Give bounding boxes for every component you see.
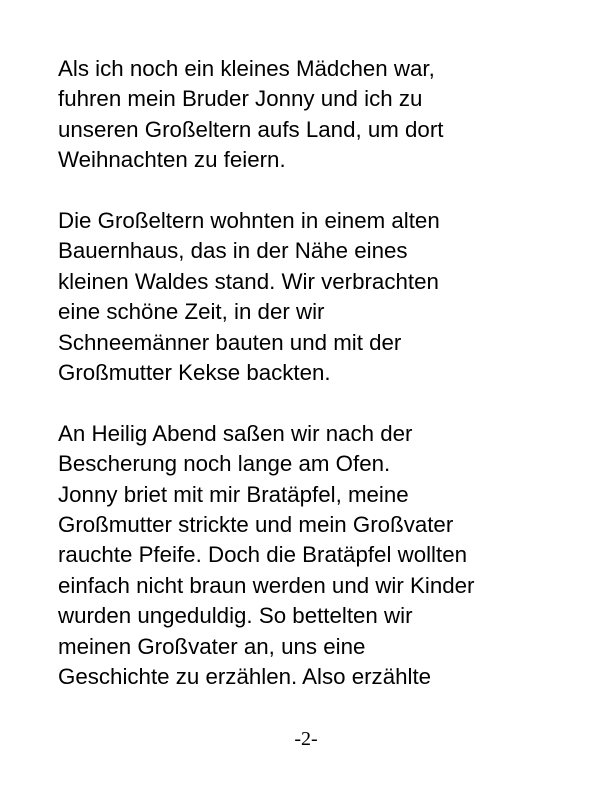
text-line: Schneemänner bauten und mit der <box>58 329 402 355</box>
text-line: Weihnachten zu feiern. <box>58 147 286 173</box>
text-line: Die Großeltern wohnten in einem alten <box>58 208 440 234</box>
text-line: Bescherung noch lange am Ofen. <box>58 451 391 477</box>
text-line: wurden ungeduldig. So bettelten wir <box>58 603 413 629</box>
text-line: Jonny briet mit mir Bratäpfel, meine <box>58 481 409 507</box>
body-text <box>58 54 578 723</box>
text-line: unseren Großeltern aufs Land, um dort <box>58 116 444 142</box>
paragraph-1 <box>58 54 578 176</box>
text-line: eine schöne Zeit, in der wir <box>58 299 325 325</box>
text-line: rauchte Pfeife. Doch die Bratäpfel wollten <box>58 542 468 568</box>
text-line: meinen Großvater an, uns eine <box>58 633 366 659</box>
text-line: Als ich noch ein kleines Mädchen war, <box>58 56 435 81</box>
text-line: Geschichte zu erzählen. Also erzählte <box>58 664 432 690</box>
paragraph-2 <box>58 206 578 388</box>
text-line: Bauernhaus, das in der Nähe eines <box>58 238 408 264</box>
text-line: Großmutter Kekse backten. <box>58 360 331 386</box>
text-line: kleinen Waldes stand. Wir verbrachten <box>58 268 439 294</box>
text-line: fuhren mein Bruder Jonny und ich zu <box>58 86 423 112</box>
text-line: Großmutter strickte und mein Großvater <box>58 512 454 538</box>
paragraph-3 <box>58 419 578 693</box>
page-number: -2- <box>294 728 318 750</box>
text-line: An Heilig Abend saßen wir nach der <box>58 420 413 446</box>
text-line: einfach nicht braun werden und wir Kinder <box>58 572 475 598</box>
